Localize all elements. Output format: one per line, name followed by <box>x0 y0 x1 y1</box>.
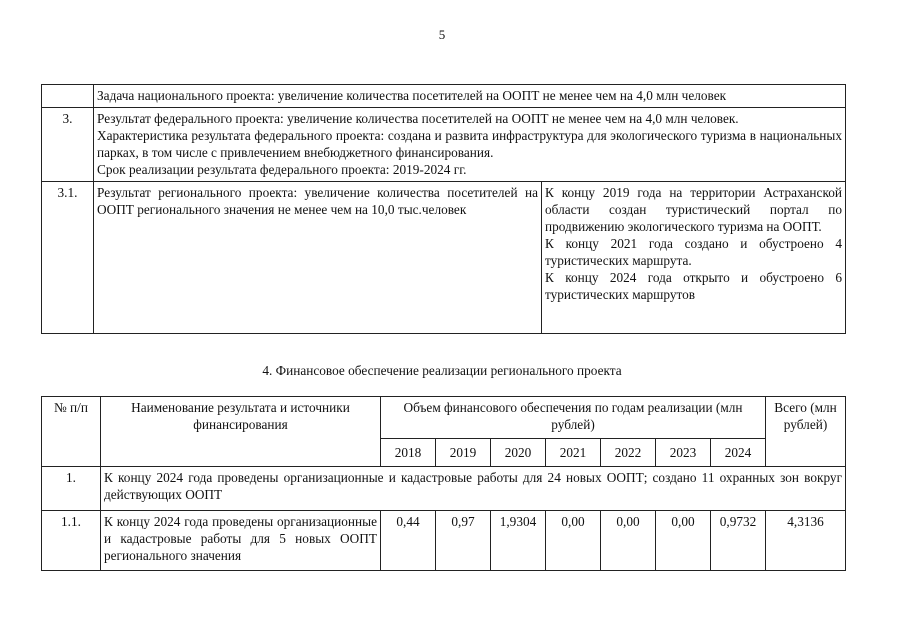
year-header: 2019 <box>436 439 491 467</box>
table-row <box>42 511 846 571</box>
year-header: 2024 <box>711 439 766 467</box>
value-cell: 0,00 <box>546 511 601 571</box>
table-row <box>42 467 846 511</box>
project-results-table <box>41 84 846 334</box>
regional-outcomes-cell <box>542 182 846 334</box>
year-header: 2020 <box>491 439 546 467</box>
outcome-line: К концу 2024 года открыто и обустроено 6 туристических маршрутов <box>545 270 843 302</box>
total-cell: 4,3136 <box>766 511 846 571</box>
table-row <box>42 108 846 182</box>
outcome-line: К концу 2021 года создано и обустроено 4 туристических маршрута. <box>545 236 843 268</box>
result-description: К концу 2024 года проведены организационные и кадастровые работы для 24 новых ООПТ; создано 11 охранных зон вокруг действующих ООПТ <box>101 467 846 511</box>
table-row <box>42 85 846 108</box>
federal-result-line: Характеристика результата федерального проекта: создана и развита инфраструктура для экологического туризма в национальных парках, в том числе с привлечением внебюджетного финансирования. <box>97 128 843 160</box>
financing-table <box>41 396 846 571</box>
regional-result-cell: Результат регионального проекта: увеличение количества посетителей на ООПТ регионального значения не менее чем на 10,0 тыс.человек <box>94 182 542 334</box>
year-header: 2018 <box>381 439 436 467</box>
section-title: 4. Финансовое обеспечение реализации регионального проекта <box>262 363 622 378</box>
table-header-row <box>42 397 846 439</box>
row-number: 1.1. <box>42 511 101 571</box>
year-header: 2022 <box>601 439 656 467</box>
header-num: № п/п <box>42 397 101 467</box>
year-header: 2023 <box>656 439 711 467</box>
table-row <box>42 182 846 334</box>
header-name: Наименование результата и источники финансирования <box>101 397 381 467</box>
federal-result-line: Срок реализации результата федерального проекта: 2019-2024 гг. <box>97 162 467 177</box>
page-number: 5 <box>438 27 446 42</box>
value-cell: 0,97 <box>436 511 491 571</box>
result-name: К концу 2024 года проведены организационные и кадастровые работы для 5 новых ООПТ регионального значения <box>101 511 381 571</box>
header-volume: Объем финансового обеспечения по годам реализации (млн рублей) <box>381 397 766 439</box>
outcome-line: К концу 2019 года на территории Астраханской области создан туристический портал по продвижению экологического туризма на ООПТ. <box>545 185 843 234</box>
header-total: Всего (млн рублей) <box>766 397 846 467</box>
row-number: 3. <box>42 108 94 182</box>
value-cell: 0,00 <box>601 511 656 571</box>
row-number: 1. <box>42 467 101 511</box>
value-cell: 0,9732 <box>711 511 766 571</box>
year-header: 2021 <box>546 439 601 467</box>
empty-cell <box>42 85 94 108</box>
value-cell: 0,00 <box>656 511 711 571</box>
value-cell: 0,44 <box>381 511 436 571</box>
row-number: 3.1. <box>42 182 94 334</box>
federal-result-line: Результат федерального проекта: увеличение количества посетителей на ООПТ не менее чем на 4,0 млн человек. <box>97 111 739 126</box>
federal-result-cell <box>94 108 846 182</box>
value-cell: 1,9304 <box>491 511 546 571</box>
national-task-cell: Задача национального проекта: увеличение количества посетителей на ООПТ не менее чем на 4,0 млн человек <box>94 85 846 108</box>
